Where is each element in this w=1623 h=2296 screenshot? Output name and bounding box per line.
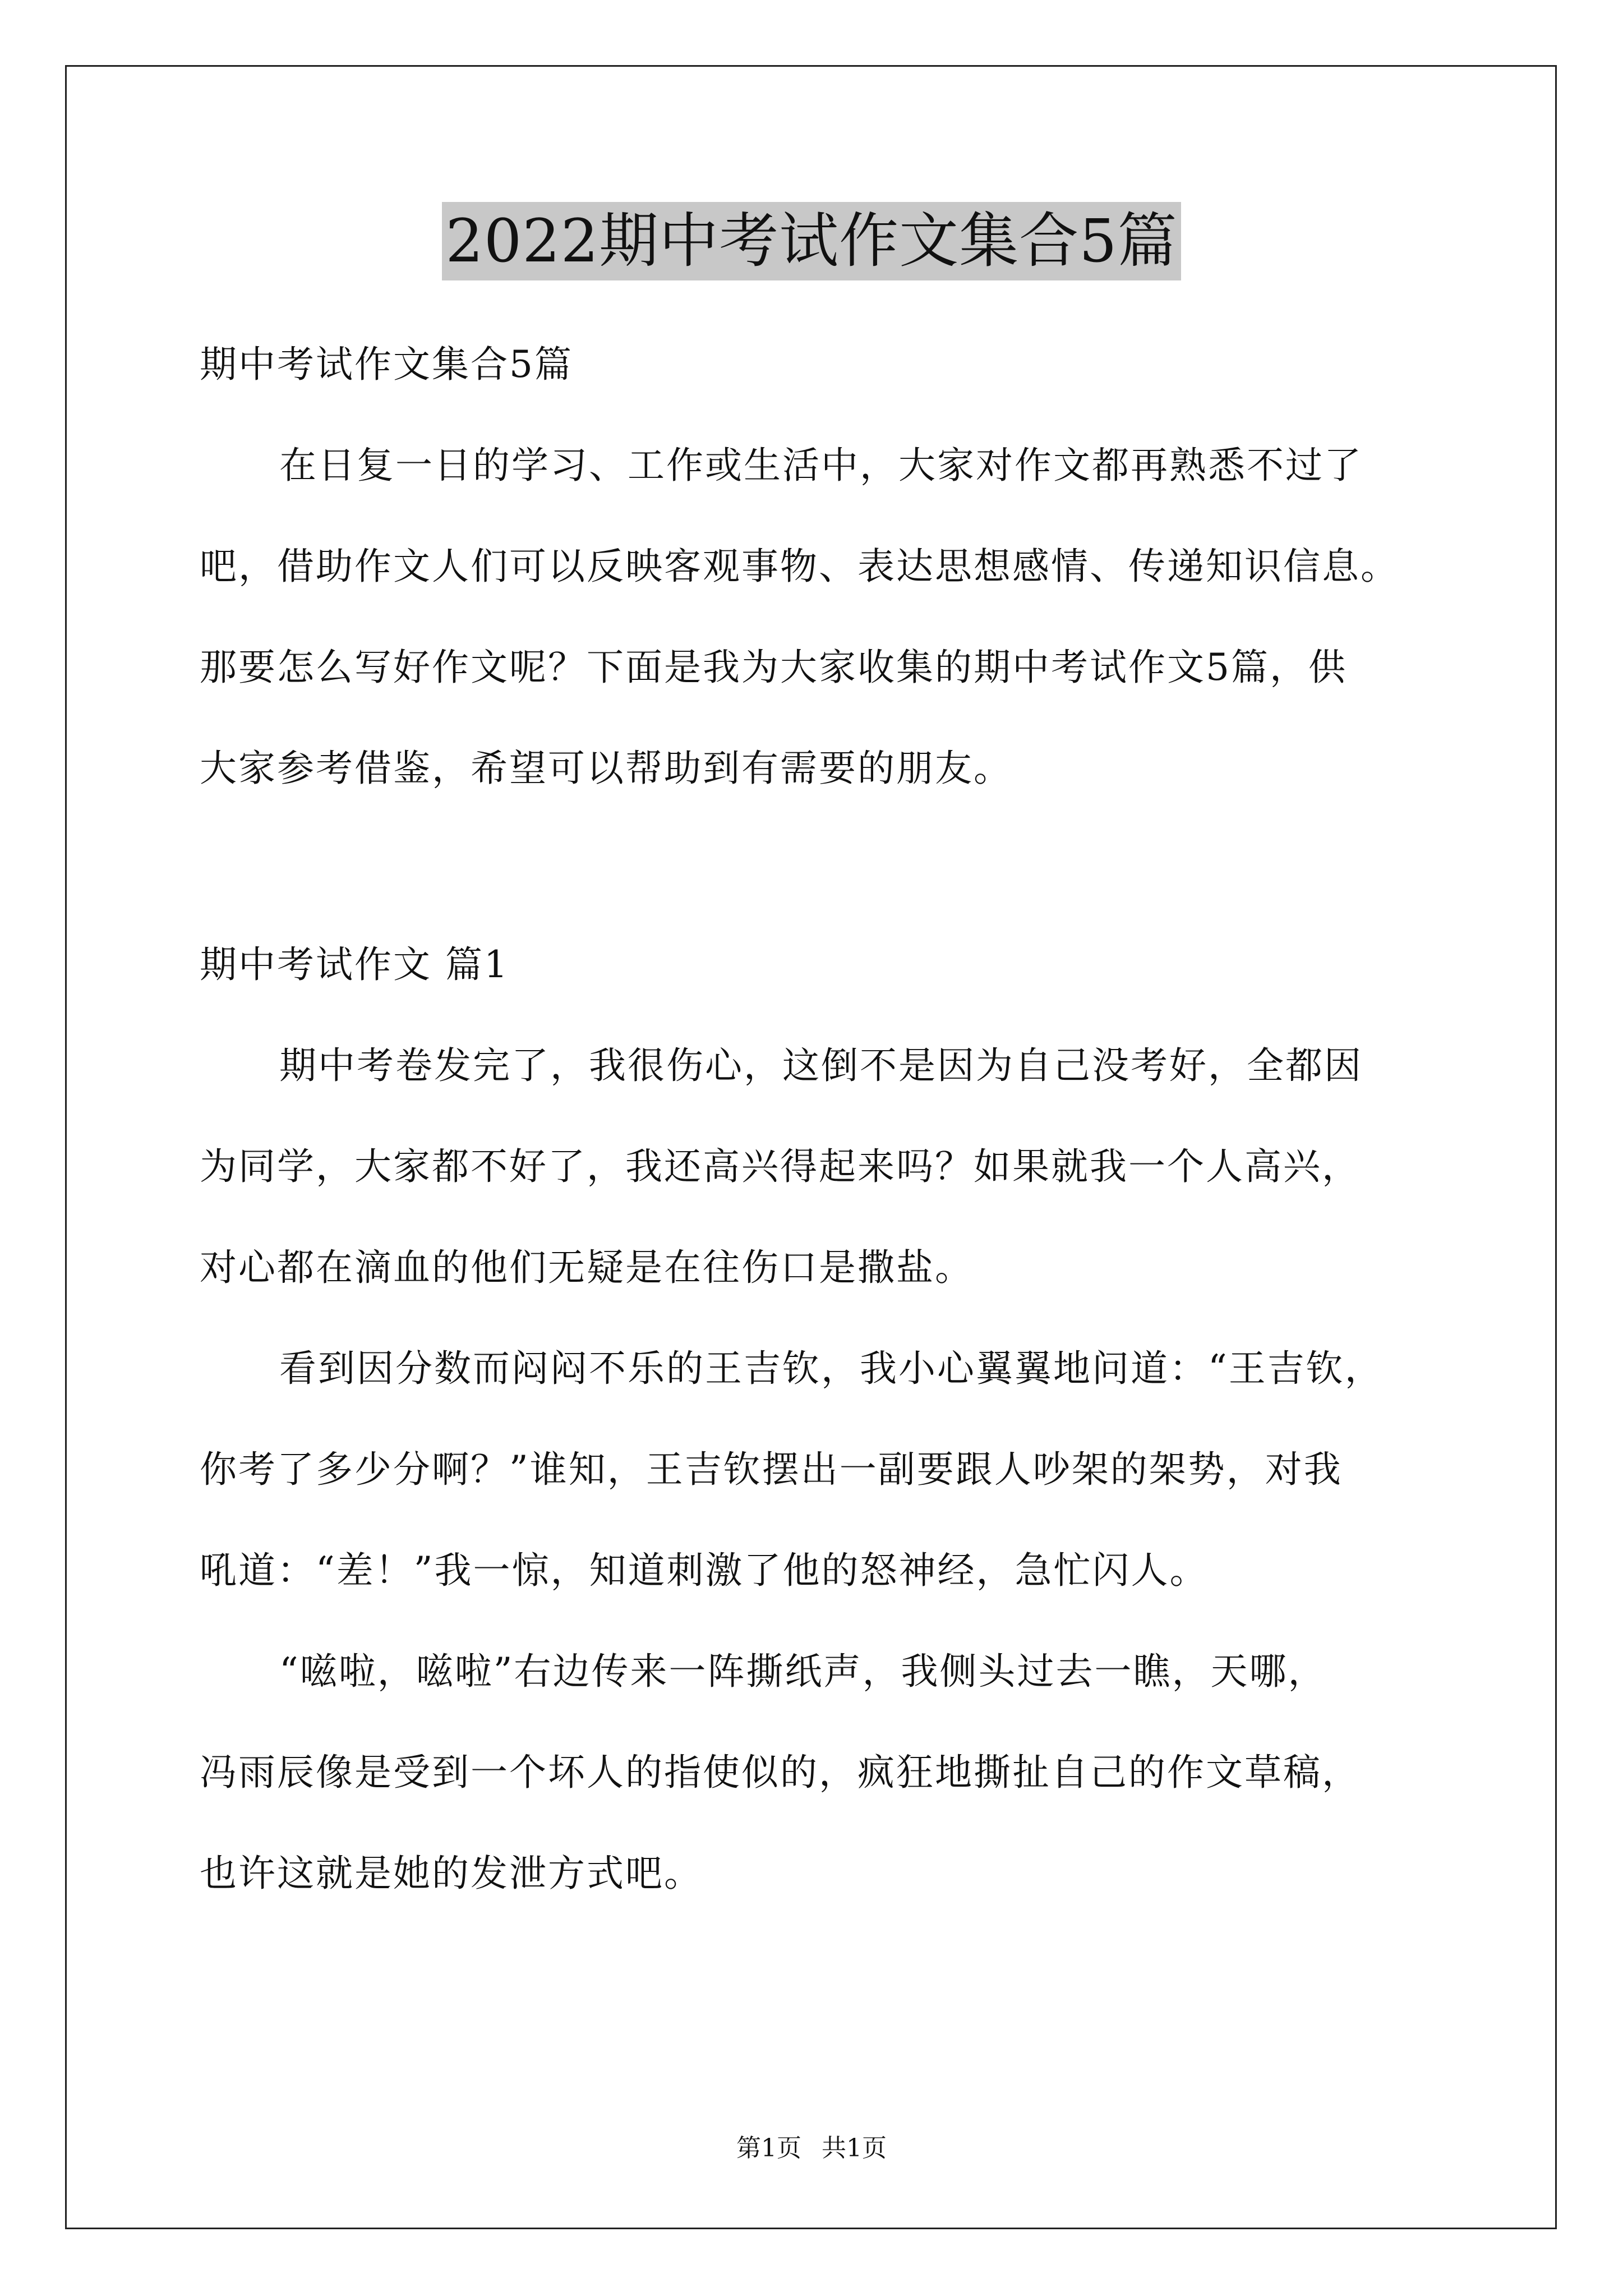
paragraph-line: 也许这就是她的发泄方式吧。 (200, 1852, 703, 1895)
section-heading: 期中考试作文 篇1 (200, 943, 509, 986)
paragraph-line: 为同学，大家都不好了，我还高兴得起来吗？如果就我一个人高兴， (200, 1145, 1361, 1188)
paragraph-line: 看到因分数而闷闷不乐的王吉钦，我小心翼翼地问道：“王吉钦， (279, 1347, 1384, 1390)
page-total: 共1页 (822, 2134, 887, 2162)
paragraph-line: 冯雨辰像是受到一个坏人的指使似的，疯狂地撕扯自己的作文草稿， (200, 1751, 1361, 1794)
paragraph-2 (200, 1318, 1433, 1621)
page-footer (0, 2132, 1623, 2165)
title-block (0, 202, 1623, 280)
paragraph-1 (200, 1015, 1433, 1318)
paragraph-3 (200, 1621, 1433, 1924)
paragraph-line: 你考了多少分啊？”谁知，王吉钦摆出一副要跟人吵架的架势，对我 (200, 1448, 1343, 1491)
section-gap (200, 819, 1433, 914)
intro-line: 在日复一日的学习、工作或生活中，大家对作文都再熟悉不过了 (279, 444, 1363, 487)
paragraph-line: 对心都在滴血的他们无疑是在往伤口是撒盐。 (200, 1246, 974, 1289)
intro-line: 那要怎么写好作文呢？下面是我为大家收集的期中考试作文5篇，供 (200, 646, 1347, 689)
document-body (200, 314, 1433, 1924)
paragraph-line: “嗞啦，嗞啦”右边传来一阵撕纸声，我侧头过去一瞧，天哪， (279, 1650, 1327, 1693)
intro-line: 吧，借助作文人们可以反映客观事物、表达思想感情、传递知识信息。 (200, 545, 1399, 588)
intro-line: 大家参考借鉴，希望可以帮助到有需要的朋友。 (200, 747, 1012, 790)
page-number: 第1页 (736, 2134, 801, 2162)
intro-heading: 期中考试作文集合5篇 (200, 343, 573, 386)
paragraph-line: 吼道：“差！”我一惊，知道刺激了他的怒神经，急忙闪人。 (200, 1549, 1209, 1592)
document-title: 2022期中考试作文集合5篇 (442, 202, 1181, 280)
paragraph-line: 期中考卷发完了，我很伤心，这倒不是因为自己没考好，全都因 (279, 1044, 1363, 1087)
intro-paragraph (200, 415, 1433, 819)
